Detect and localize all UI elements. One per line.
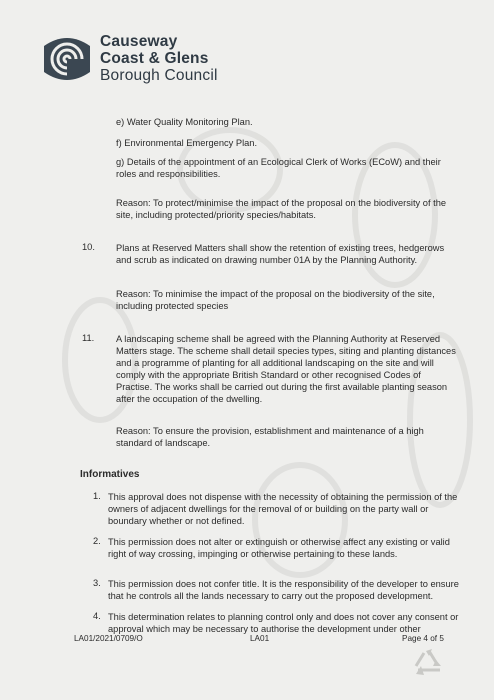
reason-line: Reason: To minimise the impact of the proposal on the biodiversity of the site, bbox=[116, 289, 435, 299]
condition-item-f: f) Environmental Emergency Plan. bbox=[116, 138, 258, 148]
council-name bbox=[100, 33, 218, 84]
reason-line: including protected species bbox=[116, 301, 229, 311]
condition-11-line: after the occupation of the dwelling. bbox=[116, 394, 263, 404]
reason-line: Reason: To ensure the provision, establishment and maintenance of a high bbox=[116, 426, 424, 436]
footer-reference: LA01/2021/0709/O bbox=[74, 634, 143, 643]
informative-3-line: that he controls all the lands necessary to carry out the proposed development. bbox=[108, 591, 434, 601]
informative-number: 1. bbox=[93, 491, 101, 501]
informative-3-line: This permission does not confer title. It is the responsibility of the developer to ensure bbox=[108, 579, 459, 589]
reason-line: standard of landscape. bbox=[116, 438, 211, 448]
recycle-icon bbox=[412, 648, 446, 680]
footer-office: LA01 bbox=[250, 634, 270, 643]
condition-11-line: Matters stage. The scheme shall detail species types, siting and planting distances bbox=[116, 346, 456, 356]
informative-1-line: owners of adjacent dwellings for the removal of or building on the party wall or bbox=[108, 504, 429, 514]
informative-4-line: This determination relates to planning control only and does not cover any consent or bbox=[108, 612, 459, 622]
condition-item-e: e) Water Quality Monitoring Plan. bbox=[116, 117, 253, 127]
informative-2-line: This permission does not alter or extinguish or otherwise affect any existing or valid bbox=[108, 537, 450, 547]
condition-11-line: comply with the appropriate British Standard or other recognised Codes of bbox=[116, 370, 421, 380]
condition-10-line: and scrub as indicated on drawing number 01A by the Planning Authority. bbox=[116, 255, 418, 265]
brand-line-1: Causeway bbox=[100, 33, 178, 50]
informative-number: 4. bbox=[93, 611, 101, 621]
informative-4-line: approval which may be necessary to authorise the development under other bbox=[108, 624, 421, 634]
condition-11-line: Practise. The works shall be carried out during the first available planting season bbox=[116, 382, 448, 392]
condition-11-line: and a programme of planting for all additional landscaping on the site and will bbox=[116, 358, 434, 368]
informative-number: 2. bbox=[93, 536, 101, 546]
informative-1-line: This approval does not dispense with the necessity of obtaining the permission of the bbox=[108, 492, 458, 502]
brand-line-2: Coast & Glens bbox=[100, 50, 209, 67]
condition-number: 11. bbox=[82, 333, 95, 343]
informative-number: 3. bbox=[93, 578, 101, 588]
condition-item-g-line2: roles and responsibilities. bbox=[116, 169, 221, 179]
informatives-heading: Informatives bbox=[80, 469, 140, 480]
council-logo-icon bbox=[38, 30, 96, 88]
reason-line: site, including protected/priority species/habitats. bbox=[116, 210, 316, 220]
condition-item-g-line1: g) Details of the appointment of an Ecological Clerk of Works (ECoW) and their bbox=[116, 157, 441, 167]
condition-number: 10. bbox=[82, 242, 95, 252]
condition-10-line: Plans at Reserved Matters shall show the retention of existing trees, hedgerows bbox=[116, 243, 445, 253]
informative-1-line: boundary whether or not defined. bbox=[108, 516, 245, 526]
informative-2-line: right of way crossing, impinging or otherwise pertaining to these lands. bbox=[108, 549, 398, 559]
reason-line: Reason: To protect/minimise the impact of the proposal on the biodiversity of the bbox=[116, 198, 447, 208]
condition-11-line: A landscaping scheme shall be agreed with the Planning Authority at Reserved bbox=[116, 334, 441, 344]
brand-line-3: Borough Council bbox=[100, 67, 218, 84]
footer-page-number: Page 4 of 5 bbox=[402, 634, 444, 643]
